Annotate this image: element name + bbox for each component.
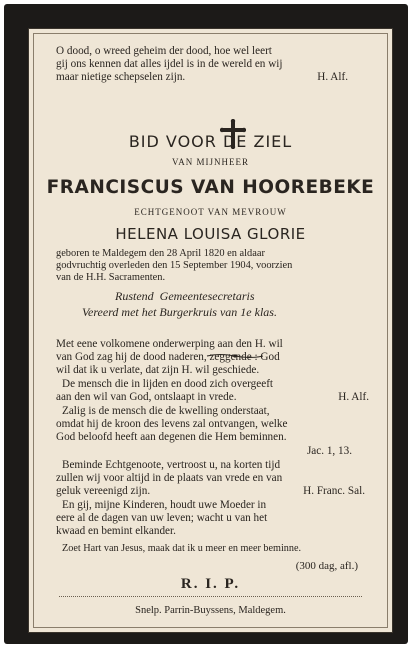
bio-line-2: godvruchtig overleden den 15 September 1904, voorzien xyxy=(56,260,293,271)
rip: R. I. P. xyxy=(180,576,241,592)
inner-border xyxy=(33,33,388,628)
prayer-ejaculation: Zoet Hart van Jesus, maak dat ik u meer en meer beminne. xyxy=(62,543,302,554)
spouse-label: ECHTGENOOT VAN MEVROUW xyxy=(134,207,287,217)
deceased-name: FRANCISCUS VAN HOOREBEKE xyxy=(46,177,375,198)
p3-attribution: Jac. 1, 13. xyxy=(306,445,352,457)
bio-line-3: van de H.H. Sacramenten. xyxy=(56,272,166,283)
p2-line-1: De mensch die in lijden en dood zich overgeeft xyxy=(62,378,274,390)
bio-line-1: geboren te Maldegem den 28 April 1820 en aldaar xyxy=(56,248,265,259)
p3-line-3: God beloofd heeft aan degenen die Hem beminnen. xyxy=(56,431,287,443)
p4-line-2: zullen wij voor altijd in de plaats van vrede en van xyxy=(56,472,283,484)
p3-line-1: Zalig is de mensch die de kwelling onderstaat, xyxy=(62,405,270,417)
quote-attribution: H. Alf. xyxy=(317,71,348,83)
heading: BID VOOR DE ZIEL xyxy=(128,132,293,151)
p5-line-1: En gij, mijne Kinderen, houdt uwe Moeder in xyxy=(62,499,267,511)
card-paper xyxy=(28,28,393,633)
p4-line-1: Beminde Echtgenoote, vertroost u, na korten tijd xyxy=(62,459,281,471)
printer: Snelp. Parrin-Buyssens, Maldegem. xyxy=(135,605,286,616)
quote-line-3: maar nietige schepselen zijn. xyxy=(56,71,186,83)
p2-attribution: H. Alf. xyxy=(338,391,369,403)
p2-line-2: aan den wil van God, ontslaapt in vrede. xyxy=(56,391,237,403)
indulgence: (300 dag, afl.) xyxy=(295,560,358,572)
quote-line-1: O dood, o wreed geheim der dood, hoe wel leert xyxy=(56,45,272,57)
p4-attribution: H. Franc. Sal. xyxy=(303,485,365,497)
spouse-name: HELENA LOUISA GLORIE xyxy=(115,225,306,243)
van-mijnheer: VAN MIJNHEER xyxy=(171,157,250,167)
p1-line-3: wil dat ik u verlate, dat zijn H. wil geschiede. xyxy=(56,364,260,376)
dotted-divider xyxy=(59,596,362,597)
memorial-card xyxy=(4,4,408,644)
p1-line-2: van God zag hij de dood naderen, zeggende : God xyxy=(56,351,280,363)
quote-line-2: gij ons kennen dat alles ijdel is in de wereld en wij xyxy=(56,58,283,70)
p1-line-1: Met eene volkomene onderwerping aan den H. wil xyxy=(56,338,283,350)
role-2: Vereerd met het Burgerkruis van 1e klas. xyxy=(82,305,277,319)
role-1: Rustend Gemeentesecretaris xyxy=(115,289,255,303)
p5-line-3: kwaad en bemint elkander. xyxy=(56,525,176,537)
p4-line-3: geluk vereenigd zijn. xyxy=(56,485,151,497)
p3-line-2: omdat hij de kroon des levens zal ontvangen, welke xyxy=(56,418,288,430)
p5-line-2: eere al de dagen van uw leven; wacht u van het xyxy=(56,512,268,524)
